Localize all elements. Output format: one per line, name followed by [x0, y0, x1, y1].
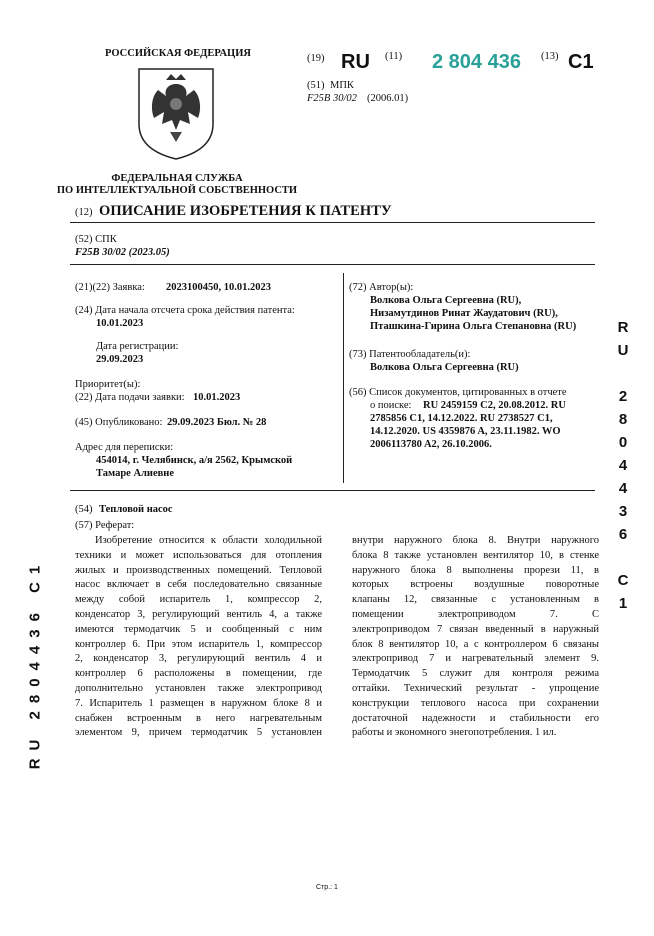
- abstract-line: дополнительно установлен также электропривод: [75, 682, 322, 694]
- sidebar-char: C: [617, 572, 629, 589]
- mpk-class: F25B 30/02: [307, 93, 357, 104]
- invention-name: Тепловой насос: [99, 504, 173, 515]
- address-label: Адрес для переписки:: [75, 442, 174, 453]
- sidebar-right-number: [614, 316, 632, 615]
- code-11: (11): [385, 51, 403, 62]
- document-title: ОПИСАНИЕ ИЗОБРЕТЕНИЯ К ПАТЕНТУ: [99, 203, 392, 219]
- sidebar-char: R: [617, 319, 629, 336]
- address-line1: 454014, г. Челябинск, а/я 2562, Крымской: [96, 455, 293, 466]
- abstract-line: элементом 9, причем термодатчик 5 установлен: [75, 727, 322, 739]
- sidebar-char: 4: [618, 457, 628, 474]
- sidebar-char: [614, 546, 632, 569]
- abstract-line: электроприводом 7 связан введенный в наружный: [352, 623, 599, 635]
- divider: [70, 264, 595, 265]
- code-51: (51): [307, 80, 325, 91]
- author-1: Волкова Ольга Сергеевна (RU),: [370, 295, 522, 306]
- abstract-line: внутри наружного блока 8. Внутри наружного: [352, 535, 599, 546]
- abstract-line: имеются термодатчик 5 и сообщенный с ним: [75, 623, 322, 635]
- agency-line1: ФЕДЕРАЛЬНАЯ СЛУЖБА: [111, 173, 243, 184]
- owner-value: Волкова Ольга Сергеевна (RU): [370, 362, 519, 373]
- code-54: (54): [75, 504, 93, 515]
- published-value: 29.09.2023 Бюл. № 28: [167, 417, 267, 428]
- code-13: (13): [541, 51, 559, 62]
- authors-label: (72) Автор(ы):: [349, 282, 414, 293]
- divider: [70, 222, 595, 223]
- patent-number: 2 804 436: [432, 51, 521, 73]
- spk-label: (52) СПК: [75, 234, 117, 245]
- abstract-line: контроллер 6. При этом испаритель 1, компрессор: [75, 638, 322, 650]
- sidebar-char: 3: [618, 503, 628, 520]
- abstract-line: техники и может использоваться для отопления: [75, 549, 322, 561]
- application-value: 2023100450, 10.01.2023: [166, 282, 271, 293]
- sidebar-char: 2: [618, 388, 628, 405]
- term-start-value: 10.01.2023: [96, 318, 144, 329]
- author-2: Низамутдинов Ринат Жаудатович (RU),: [370, 308, 558, 319]
- abstract-line: которых встроены воздушные поворотные: [352, 579, 599, 591]
- published-label: (45) Опубликовано:: [75, 417, 163, 428]
- abstract-line: работы и экономного энегопотребления. 1 ил.: [352, 727, 557, 739]
- cited-line: 14.12.2020. US 4359876 A, 23.11.1982. WO: [370, 426, 561, 437]
- cited-line: RU 2459159 C2, 20.08.2012. RU: [423, 400, 566, 411]
- abstract-left-column: [75, 534, 322, 741]
- kind-code: C1: [568, 51, 594, 73]
- mpk-label: МПК: [330, 80, 354, 91]
- cited-line: 2785856 C1, 14.12.2022. RU 2738527 C1,: [370, 413, 553, 424]
- sidebar-left-number: RU 2804436 C1: [26, 557, 44, 770]
- sidebar-char: U: [617, 342, 629, 359]
- sidebar-char: [614, 362, 632, 385]
- sidebar-char: 1: [618, 595, 628, 612]
- agency-line2: ПО ИНТЕЛЛЕКТУАЛЬНОЙ СОБСТВЕННОСТИ: [56, 185, 298, 196]
- abstract-line: клапаны 12, связанные с установленным в: [352, 594, 599, 606]
- abstract-line: Изобретение относится к области холодильной: [95, 535, 322, 546]
- address-line2: Тамаре Алиевне: [96, 468, 175, 479]
- abstract-right-column: [352, 534, 599, 741]
- abstract-line: 7. Испаритель 1 размещен в наружном блоке 8 и: [75, 697, 322, 709]
- abstract-label: (57) Реферат:: [75, 520, 135, 531]
- country-name: РОССИЙСКАЯ ФЕДЕРАЦИЯ: [105, 48, 251, 59]
- mpk-year: (2006.01): [367, 93, 409, 104]
- code-12: (12): [75, 207, 93, 218]
- cited-prefix: о поиске:: [370, 400, 412, 411]
- spk-class: F25B 30/02 (2023.05): [75, 247, 170, 258]
- abstract-line: помещении электроприводом 7. С: [352, 608, 599, 620]
- application-label: (21)(22) Заявка:: [75, 282, 145, 293]
- sidebar-char: 6: [618, 526, 628, 543]
- code-19: (19): [307, 53, 325, 64]
- cited-label: (56) Список документов, цитированных в отчете: [349, 387, 567, 398]
- owner-label: (73) Патентообладатель(и):: [349, 349, 471, 360]
- filing-date-label: (22) Дата подачи заявки:: [75, 392, 185, 403]
- abstract-line: контроллер 6 расположены в помещении, где: [75, 668, 322, 680]
- filing-date-value: 10.01.2023: [193, 392, 241, 403]
- abstract-line: между собой испаритель 1, компрессор 2,: [75, 594, 322, 606]
- author-3: Пташкина-Гирина Ольга Степановна (RU): [370, 321, 577, 332]
- registration-label: Дата регистрации:: [96, 341, 179, 352]
- divider: [70, 490, 595, 491]
- country-code: RU: [341, 51, 370, 73]
- column-divider: [343, 273, 344, 483]
- abstract-line: 2, конденсатор 3, регулирующий вентиль 4 и: [75, 653, 322, 665]
- abstract-line: блок 8 вентилятор 10, а с контроллером 6 связаны: [352, 638, 599, 650]
- abstract-line: Термодатчик 5 служит для контроля режима: [352, 668, 599, 680]
- abstract-line: конденсатор 3, регулирующий вентиль 4, а также: [75, 608, 322, 620]
- abstract-line: насос включает в себя последовательно связанные: [75, 579, 322, 591]
- cited-line: 2006113780 A2, 26.10.2006.: [370, 439, 492, 450]
- abstract-line: блока 8 также установлен вентилятор 10, в стенке: [352, 549, 599, 561]
- abstract-line: снабжен встроенным в него нагревательным: [75, 712, 322, 724]
- term-start-label: (24) Дата начала отсчета срока действия патента:: [75, 305, 295, 316]
- registration-value: 29.09.2023: [96, 354, 144, 365]
- abstract-line: наружного блока 8 выполнены прорези 11, в: [352, 564, 599, 576]
- sidebar-char: 8: [618, 411, 628, 428]
- sidebar-char: 0: [618, 434, 628, 451]
- abstract-line: достаточной надежности и стабильности его: [352, 712, 599, 724]
- priority-label: Приоритет(ы):: [75, 379, 141, 390]
- emblem-icon: [136, 66, 216, 162]
- page-number: Стр.: 1: [316, 884, 338, 891]
- abstract-line: конструкции теплового насоса при сохранении: [352, 697, 599, 709]
- abstract-line: оттайки. Технический результат - упрощение: [352, 682, 599, 694]
- sidebar-char: 4: [618, 480, 628, 497]
- abstract-line: жилых и производственных помещений. Тепловой: [75, 564, 322, 576]
- abstract-line: электропривод 7 и нагревательный элемент 9.: [352, 653, 599, 665]
